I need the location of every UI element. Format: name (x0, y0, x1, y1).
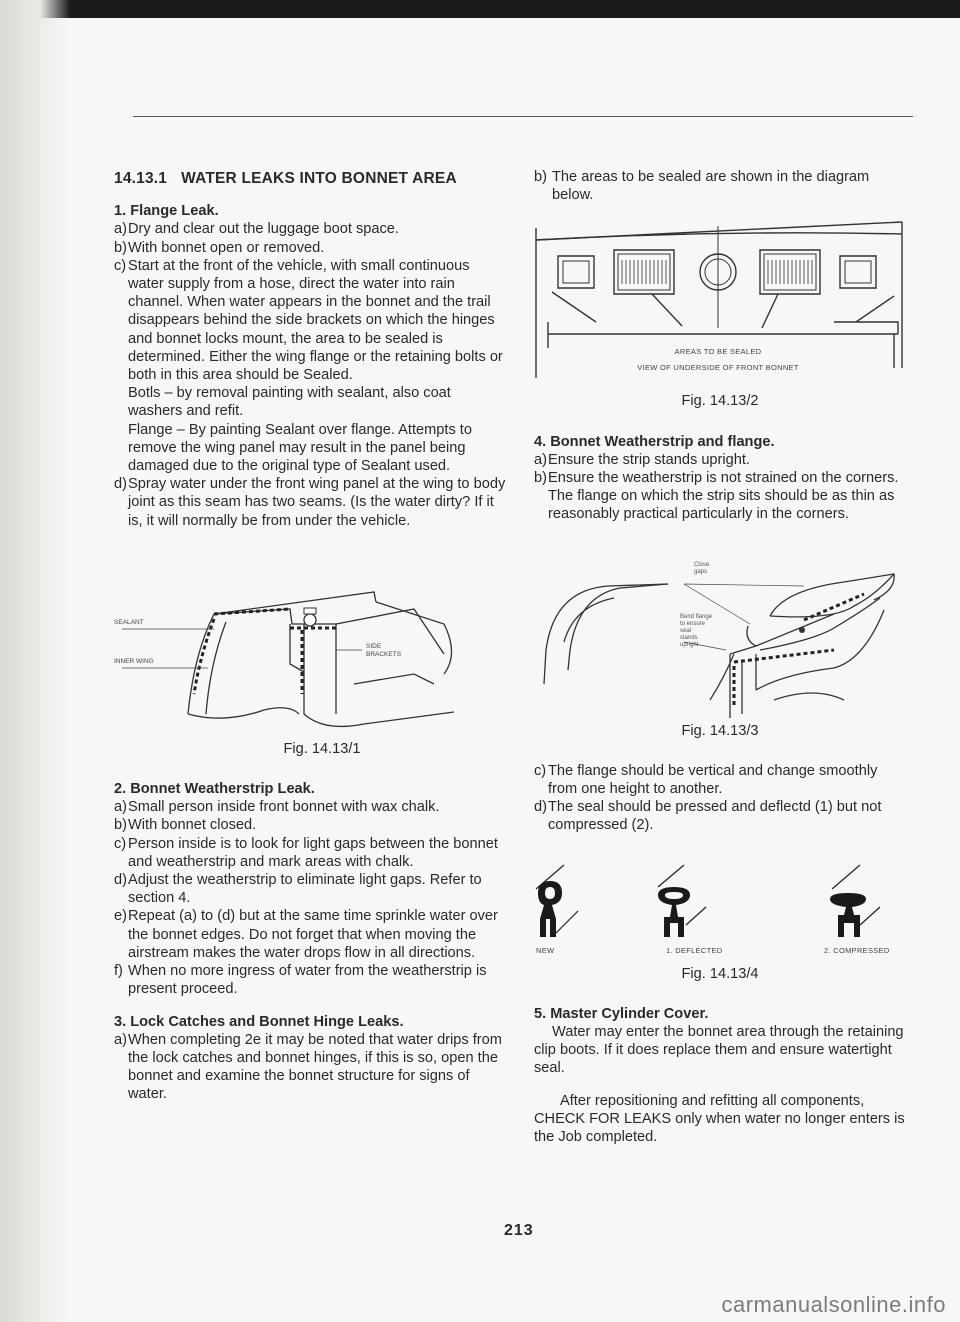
figure-caption: Fig. 14.13/2 (681, 393, 759, 410)
label-close: Close (694, 561, 710, 568)
section-number: 14.13.1 (114, 170, 168, 187)
list-item: Botls – by removal painting with sealant, also coat washers and refit. (128, 385, 451, 420)
final-check-text: After repositioning and refitting all components, CHECK FOR LEAKS only when water no longer enters is the Job completed. (534, 1092, 905, 1146)
label-bend-flange: Bend flange (680, 613, 713, 620)
label-gaps: gaps (694, 568, 708, 575)
label-seal: seal (680, 627, 692, 634)
label-deflected: 1. DEFLECTED (666, 945, 723, 955)
heading-lock-catches: 3. Lock Catches and Bonnet Hinge Leaks. (114, 1013, 404, 1030)
flange-seal-steps (534, 762, 906, 835)
label-stands: stands (680, 634, 698, 641)
figure-caption: Fig. 14.13/1 (283, 740, 361, 757)
list-item: d) The seal should be pressed and deflectd (1) but not compressed (2). (534, 799, 882, 834)
weatherstrip-leak-steps (114, 798, 506, 998)
master-cylinder-text: Water may enter the bonnet area through the retaining clip boots. If it does replace them and ensure watertight seal. (534, 1024, 904, 1077)
list-item: a) When completing 2e it may be noted that water drips from the lock catches and bonnet hinges, if this is so, open the bonnet and examine the bonnet structure for signs of water. (114, 1031, 502, 1103)
watermark: carmanualsonline.info (721, 1292, 946, 1317)
right-column (534, 168, 906, 1146)
figure-14-13-3 (534, 550, 906, 740)
list-item: b) With bonnet open or removed. (114, 239, 325, 256)
list-item: d) Adjust the weatherstrip to eliminate light gaps. Refer to section 4. (114, 872, 482, 907)
list-item: c) The flange should be vertical and change smoothly from one height to another. (534, 762, 878, 798)
weatherstrip-flange-steps (534, 451, 906, 524)
scan-left-shadow (0, 0, 70, 1322)
weatherstrip-corner-diagram (534, 550, 906, 720)
list-item: e) Repeat (a) to (d) but at the same time sprinkle water over the bonnet edges. Do not forget that when moving the airstream makes the water drops flow in all directions. (114, 908, 498, 961)
list-item: b) With bonnet closed. (114, 817, 257, 834)
label-new: NEW (536, 945, 555, 955)
figure-caption: Fig. 14.13/3 (681, 722, 759, 739)
label-compressed: 2. COMPRESSED (824, 945, 890, 955)
figure-caption: Fig. 14.13/4 (681, 965, 759, 982)
heading-master-cylinder: 5. Master Cylinder Cover. (534, 1005, 709, 1022)
lock-catches-steps (114, 1031, 506, 1104)
list-item: b) Ensure the weatherstrip is not strained on the corners. The flange on which the strip sits should be as thin as reasonably practical particularly in the corners. (534, 470, 899, 523)
section-title: WATER LEAKS INTO BONNET AREA (181, 170, 457, 187)
scan-top-border (0, 0, 960, 18)
list-item: a) Small person inside front bonnet with wax chalk. (114, 799, 440, 816)
label-upright: upright (680, 641, 699, 648)
label-view-underside: VIEW OF UNDERSIDE OF FRONT BONNET (637, 363, 799, 373)
list-item: b) The areas to be sealed are shown in the diagram below. (534, 169, 870, 204)
label-inner-wing: INNER WING (114, 657, 154, 665)
heading-flange-leak: 1. Flange Leak. (114, 203, 219, 220)
figure-14-13-2 (534, 218, 906, 410)
label-brackets: BRACKETS (366, 650, 402, 658)
heading-weatherstrip-flange: 4. Bonnet Weatherstrip and flange. (534, 433, 775, 450)
figure-14-13-1 (114, 564, 506, 758)
header-rule (133, 116, 913, 117)
flange-leak-steps (114, 220, 506, 529)
page-number: 213 (504, 1222, 534, 1239)
label-sealant: SEALANT (114, 618, 144, 626)
section-heading (114, 170, 506, 188)
heading-weatherstrip-leak: 2. Bonnet Weatherstrip Leak. (114, 781, 315, 798)
left-column (114, 170, 506, 1104)
list-item: f) When no more ingress of water from the weatherstrip is present proceed. (114, 963, 487, 998)
list-item: d) Spray water under the front wing panel at the wing to body joint as this seam has two seams. (Is the water dirty? If it is, it will normally be from under the vehicle. (114, 476, 506, 529)
bonnet-underside-diagram (534, 218, 906, 388)
figure-14-13-4 (534, 859, 906, 983)
label-to-ensure: to ensure (680, 620, 706, 627)
list-item: a) Dry and clear out the luggage boot space. (114, 221, 399, 238)
intro-areas (534, 168, 906, 204)
label-side: SIDE (366, 642, 382, 650)
list-item: c) Start at the front of the vehicle, with small continuous water supply from a hose, direct the water into rain channel. When water appears in the bonnet and the trail disappears behind the side brackets on which the hinges and bonnet locks mount, the area to be sealed is determined. Either the wing flange or the retaining bolts or both in this area should be Sealed. (114, 257, 503, 384)
list-item: Flange – By painting Sealant over flange. Attempts to remove the wing panel may result in the panel being damaged due to the original type of Sealant used. (128, 421, 472, 475)
wing-flange-diagram (114, 564, 506, 734)
list-item: a) Ensure the strip stands upright. (534, 451, 750, 468)
label-areas-sealed: AREAS TO BE SEALED (674, 347, 762, 357)
list-item: c) Person inside is to look for light gaps between the bonnet and weatherstrip and mark areas with chalk. (114, 835, 498, 870)
seal-profiles-diagram (534, 859, 906, 955)
